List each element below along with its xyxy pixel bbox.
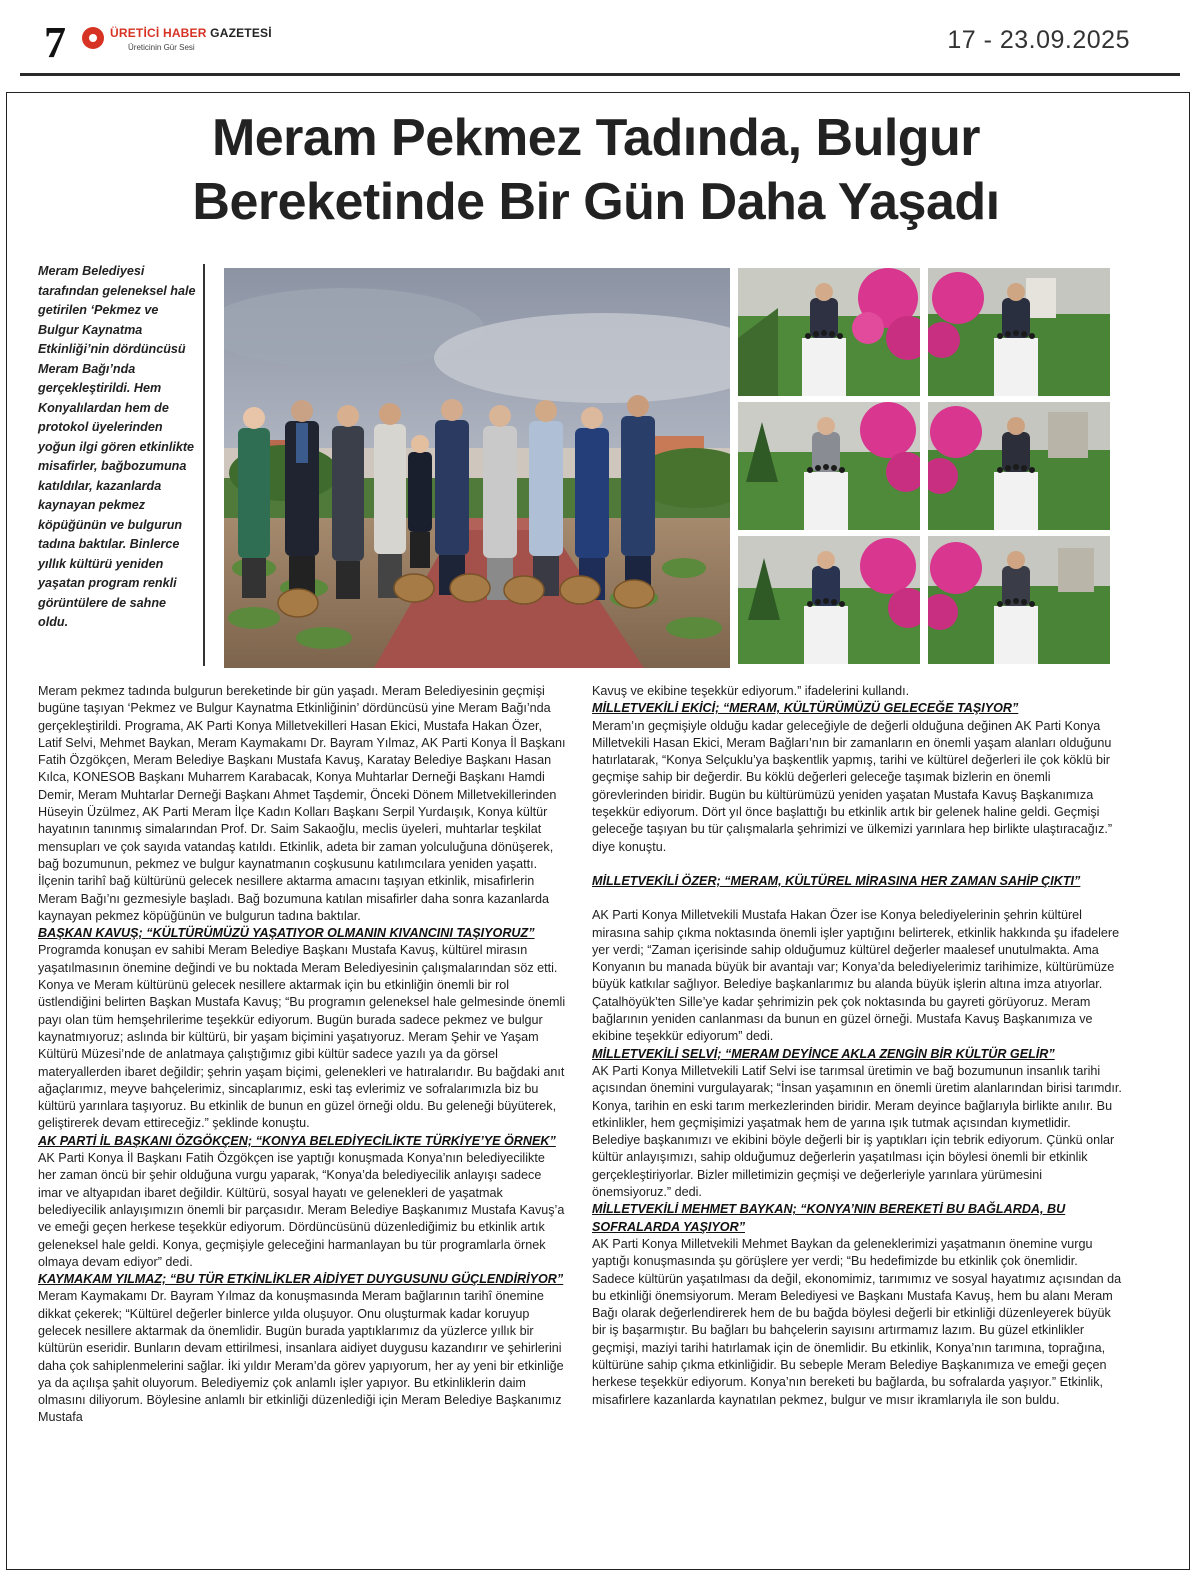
paragraph-gap [592, 856, 1122, 873]
lead-divider [203, 264, 205, 666]
article-column-right [592, 683, 1122, 1409]
section-subhead: MİLLETVEKİLİ MEHMET BAYKAN; “KONYA’NIN BEREKETİ BU BAĞLARDA, BU SOFRALARDA YAŞIYOR” [592, 1202, 1066, 1234]
section-subhead: MİLLETVEKİLİ EKİCİ; “MERAM, KÜLTÜRÜMÜZÜ GELECEĞE TAŞIYOR” [592, 701, 1019, 716]
article-column-left [38, 683, 566, 1427]
headline-line-2: Bereketinde Bir Gün Daha Yaşadı [192, 173, 1000, 231]
speaker-photo-6[interactable] [928, 536, 1110, 664]
article-lead: Meram Belediyesi tarafından geleneksel hale getirilen ‘Pekmez ve Bulgur Kaynatma Etkinliği’nin dördüncüsü Meram Bağı’nda gerçekleştirildi. Hem Konyalılardan hem de protokol üyelerinden yoğun ilgi gören etkinlikte misafirler, bağbozumuna katıldılar, kazanlarda kaynayan pekmez köpüğünün ve bulgurun tadına baktılar. Binlerce yıllık kültürü yeniden yaşatan program renkli görüntülere de sahne oldu. [38, 264, 196, 629]
subhead-line [592, 700, 1122, 717]
gear-logo-icon [82, 27, 104, 49]
subhead-line [592, 873, 1122, 890]
body-paragraph: AK Parti Konya Milletvekili Latif Selvi ise tarımsal üretimin ve bağ bozumunun insanlık tarihi açısından önemini vurgulayarak; “İnsan yaşamının en önemli üretim alanlarından birisi tarımdır. Konya, tarihin en eski tarım merkezlerinden biridir. Meram deyince bağlarıyla birlikte anılır. Bu etkinlikler, hem geçmişimizi yaşatmak hem de yarına ışık tutmak açısından kıymetlidir. Belediye başkanımızı ve ekibini böyle değerli bir iş yaptıkları için tebrik ediyorum. Çünkü onlar kültür anlayışımızı, sahip olduğumuz değerlerin yaşatılması için böylesi önemli bir etkinlik gerçekleştiriyorlar. Bizler milletimizin geçmişi ve değerleriyle yarınlara yürümesini önemsiyoruz.” dedi. [592, 1063, 1122, 1200]
body-paragraph: AK Parti Konya Milletvekili Mustafa Hakan Özer ise Konya belediyelerinin şehrin kültürel mirasına sahip çıkma noktasında önemli işler yaptığını belirterek, etkinlik hakkında şu ifadelere yer verdi; “Zaman içerisinde sahip olduğumuz kültürel değerler maalesef unutulmakta. Ama Konyanın bu manada büyük bir avantajı var; Konya’da belediyelerimiz tarihimize, kültürümüze büyük katkılar sağlıyor. Belediye başkanlarımız bu alanda büyük işlerin altına imza atıyorlar. Çatalhöyük’ten Sille’ye kadar şehrimizin pek çok noktasında bu gayreti görüyoruz. Meram bağlarının yeniden canlanması da bunun en güzel örneği. Mustafa Kavuş Başkanımıza ve ekibine teşekkür ediyorum” dedi. [592, 908, 1120, 1044]
body-paragraph: Meram Kaymakamı Dr. Bayram Yılmaz da konuşmasında Meram bağlarının tarihî önemine dikkat çekerek; “Kültürel değerler binlerce yılda oluşuyor. Onu oluşturmak kadar koruyup gelecek nesillere aktarmak da önemlidir. Bugün burada yaptıklarımız da yüzlerce yıllık bir kültürün eseridir. Bunların devam ettirilmesi, insanlara aidiyet duygusu kazandırır ve şehirlerini daha çok sahiplenmelerini sağlar. İki yıldır Meram’da görev yapıyorum, her ay yeni bir etkinliğe ya da açılışa şahit oluyorum. Belediyemiz çok anlamlı işler yapıyor. Bu etkinliklerin daim olmasını diliyorum. Böylesine anlamlı bir etkinliği düzenlediği için Meram Belediye Başkanımız Mustafa [38, 1289, 564, 1425]
speaker-photo-4[interactable] [928, 402, 1110, 530]
body-paragraph: Meram’ın geçmişiyle olduğu kadar geleceğiyle de değerli olduğuna değinen AK Parti Konya Milletvekili Hasan Ekici, Meram Bağları’nın bir zamanların en önemli yaşam alanları olduğunu hatırlatarak, “Konya Selçuklu’ya başkentlik yapmış, tarihi ve kültürel değerleri ile çok köklü bir geçmişe sahip bir değerdir. Bu köklü değerleri geleceğe taşımak bizlerin en önemli görevlerinden biridir. Bugün bu kültürümüzü yeniden yaşatan Mustafa Kavuş Başkanımıza teşekkür ediyorum. Dört yıl önce başlattığı bu etkinlik artık bir gelenek haline geldi. Geçmişi geleceğe taşıyan bu tür çalışmalarla şehrimizi ve ülkemizi yarınlara hep birlikte ulaştıracağız.” diye konuştu. [592, 718, 1113, 854]
section-subhead: MİLLETVEKİLİ SELVİ; “MERAM DEYİNCE AKLA ZENGİN BİR KÜLTÜR GELİR” [592, 1046, 1055, 1061]
logo-name-accent: ÜRETİCİ [110, 26, 160, 40]
speaker-photo-2[interactable] [928, 268, 1110, 396]
section-subhead: AK PARTİ İL BAŞKANI ÖZGÖKÇEN; “KONYA BELEDİYECİLİKTE TÜRKİYE’YE ÖRNEK” [38, 1133, 556, 1148]
section-subhead: MİLLETVEKİLİ ÖZER; “MERAM, KÜLTÜREL MİRASINA HER ZAMAN SAHİP ÇIKTI” [592, 873, 1081, 888]
paragraph-gap [592, 890, 1122, 907]
speaker-photo-5[interactable] [738, 536, 920, 664]
subhead-line [592, 1201, 1122, 1236]
body-paragraph: Kavuş ve ekibine teşekkür ediyorum.” ifadelerini kullandı. [592, 684, 910, 698]
headline-line-1: Meram Pekmez Tadında, Bulgur [211, 109, 981, 167]
logo-name-dark: GAZETESİ [210, 26, 272, 40]
issue-date: 17 - 23.09.2025 [947, 26, 1130, 54]
body-paragraph: AK Parti Konya İl Başkanı Fatih Özgökçen ise yaptığı konuşmada Konya’nın belediyecilikte her zaman öncü bir şehir olduğuna vurgu yaparak, “Konya’da belediyecilik anlayışı sadece imar ve altyapıdan ibaret değildir. Kültürü, sosyal hayatı ve gelenekleri de yaşatmak belediyecilik anlayışımızın önemli bir parçasıdır. Meram Belediye Başkanımız Mustafa Kavuş’a ve emeği geçen herkese teşekkür ediyorum. Dördüncüsünü düzenlediğimiz bu etkinlik artık geleneksel hale geldi. Konya, geçmişiyle geleceğini harmanlayan bu tür programlarla örnek olmaya devam ediyor” dedi. [38, 1151, 565, 1269]
page-number: 7 [44, 18, 66, 67]
group-photo[interactable] [224, 268, 730, 668]
section-subhead: BAŞKAN KAVUŞ; “KÜLTÜRÜMÜZÜ YAŞATIYOR OLMANIN KIVANCINI TAŞIYORUZ” [38, 926, 535, 941]
logo-tagline: Üreticinin Gür Sesi [128, 43, 195, 52]
body-paragraph: Programda konuşan ev sahibi Meram Belediye Başkanı Mustafa Kavuş, kültürel mirasın yaşatılmasının önemine değindi ve bu noktada Meram Belediyesinin çalışmalarından söz etti. Konya ve Meram kültürünü gelecek nesillere aktarmak için bu etkinliğin önemli bir rol üstlendiğini belirten Başkan Mustafa Kavuş; “Bu programın geleneksel hale gelmesinde önemli payı olan tüm hemşehrilerime teşekkür ediyorum. Bugün burada sadece pekmez ve bulgur kaynatmıyoruz; aslında bir kültürü, bir yaşam biçimini yaşatıyoruz. Meram Şehir ve Yaşam Kültürü Müzesi’nde de anlatmaya çalıştığımız gibi kültür sadece yazılı ya da görsel materyallerden ibaret değildir; şehrin yaşam biçimi, gelenekleri ve hatıralarıdır. Bu bağdaki anıt ağaçlarımız, meyve bahçelerimiz, sincaplarımız, eski taş evlerimiz ve sofralarımızla biz bu kültürü yarınlara taşıyoruz. Bu etkinlik de bunun en güzel örneği oldu. Bu geleneği büyüterek, geliştirerek devam ettireceğiz.” şeklinde konuştu. [38, 943, 566, 1131]
logo-name [110, 26, 272, 40]
subhead-line [38, 1133, 566, 1150]
newspaper-logo[interactable] [82, 24, 272, 64]
body-paragraph: AK Parti Konya Milletvekili Mehmet Baykan da geleneklerimizi yaşatmanın önemine vurgu yaptığı konuşmasında şu görüşlere yer verdi; “Bu hedefimizde bu etkinlik çok önemlidir. Sadece kültürün yaşatılması da değil, ekonomimiz, tarımımız ve sosyal hayatımız açısından da bu etkinliği önemsiyorum. Meram Belediyesi ve Başkanı Mustafa Kavuş, hem bu alanı Meram Bağı olarak değerlendirerek hem de bu bağda böylesi değerli bir etkinliği düzenleyerek büyük bir iş başarmıştır. Bu bağları bu bahçelerin sayısını artırmamız lazım. Bu güzel etkinlikler geçmişi, maziyi tarihi hatırlamak için de önemlidir. Bu etkinlik, Konya’nın tarımına, toprağına, kültürüne sahip çıkma etkinliğidir. Bu sebeple Meram Belediye Başkanımıza ve emeği geçen herkese teşekkür ediyorum. Konya’nın bereketi bu bağlarda, bu sofralarda yaşıyor.” Etkinlik, misafirlere kazanlarda kaynatılan pekmez, bulgur ve mısır ikramlarıyla ile son buldu. [592, 1236, 1122, 1407]
masthead-rule [20, 73, 1180, 76]
article-headline [26, 106, 1166, 234]
masthead [20, 14, 1170, 72]
speaker-photo-1[interactable] [738, 268, 920, 396]
speaker-photo-3[interactable] [738, 402, 920, 530]
body-paragraph: Meram pekmez tadında bulgurun bereketinde bir gün yaşadı. Meram Belediyesinin geçmişi bugüne taşıyan ‘Pekmez ve Bulgur Kaynatma Etkinliğinin’ dördüncüsü yine Meram Bağı’nda gerçekleştirildi. Programa, AK Parti Konya Milletvekilleri Hasan Ekici, Mustafa Hakan Özer, Latif Selvi, Mehmet Baykan, Meram Kaymakamı Dr. Bayram Yılmaz, AK Parti Konya İl Başkanı Fatih Özgökçen, Meram Belediye Başkanı Mustafa Kavuş, Karatay Belediye Başkanı Hasan Kılca, KONESOB Başkanı Muharrem Karabacak, Konya Muhtarlar Derneği Başkanı Hamdi Demir, Meram Muhtarlar Derneği Başkanı Ahmet Taşdemir, Önceki Dönem Milletvekillerinden Hüseyin Üzülmez, AK Parti Meram İlçe Kadın Kolları Başkanı Serpil Yurdaışık, Konya kültür hayatının tanınmış simalarından Prof. Dr. Saim Sakaoğlu, meclis üyeleri, muhtarlar teşkilat mensupları ve çok sayıda vatandaş katıldı. Etkinlik, adeta bir zaman yolculuğuna dönüşerek, bağ bozumunun, pekmez ve bulgur kaynatmanın coşkusunu katılımcılara yeniden yaşattı. İlçenin tarihî bağ kültürünü gelecek nesillere aktarma amacını taşıyan etkinlik, misafirlerin Meram Bağı’nı gezmesiyle başladı. Bağ bozumuna katılan misafirler daha sonra kazanlarda kaynayan pekmez köpüğünün ve bulgurun tadına baktılar. [38, 684, 566, 923]
section-subhead: KAYMAKAM YILMAZ; “BU TÜR ETKİNLİKLER AİDİYET DUYGUSUNU GÜÇLENDİRİYOR” [38, 1272, 564, 1287]
subhead-line [38, 1271, 566, 1288]
logo-name-red: HABER [162, 26, 207, 40]
subhead-line [592, 1046, 1122, 1063]
subhead-line [38, 925, 566, 942]
